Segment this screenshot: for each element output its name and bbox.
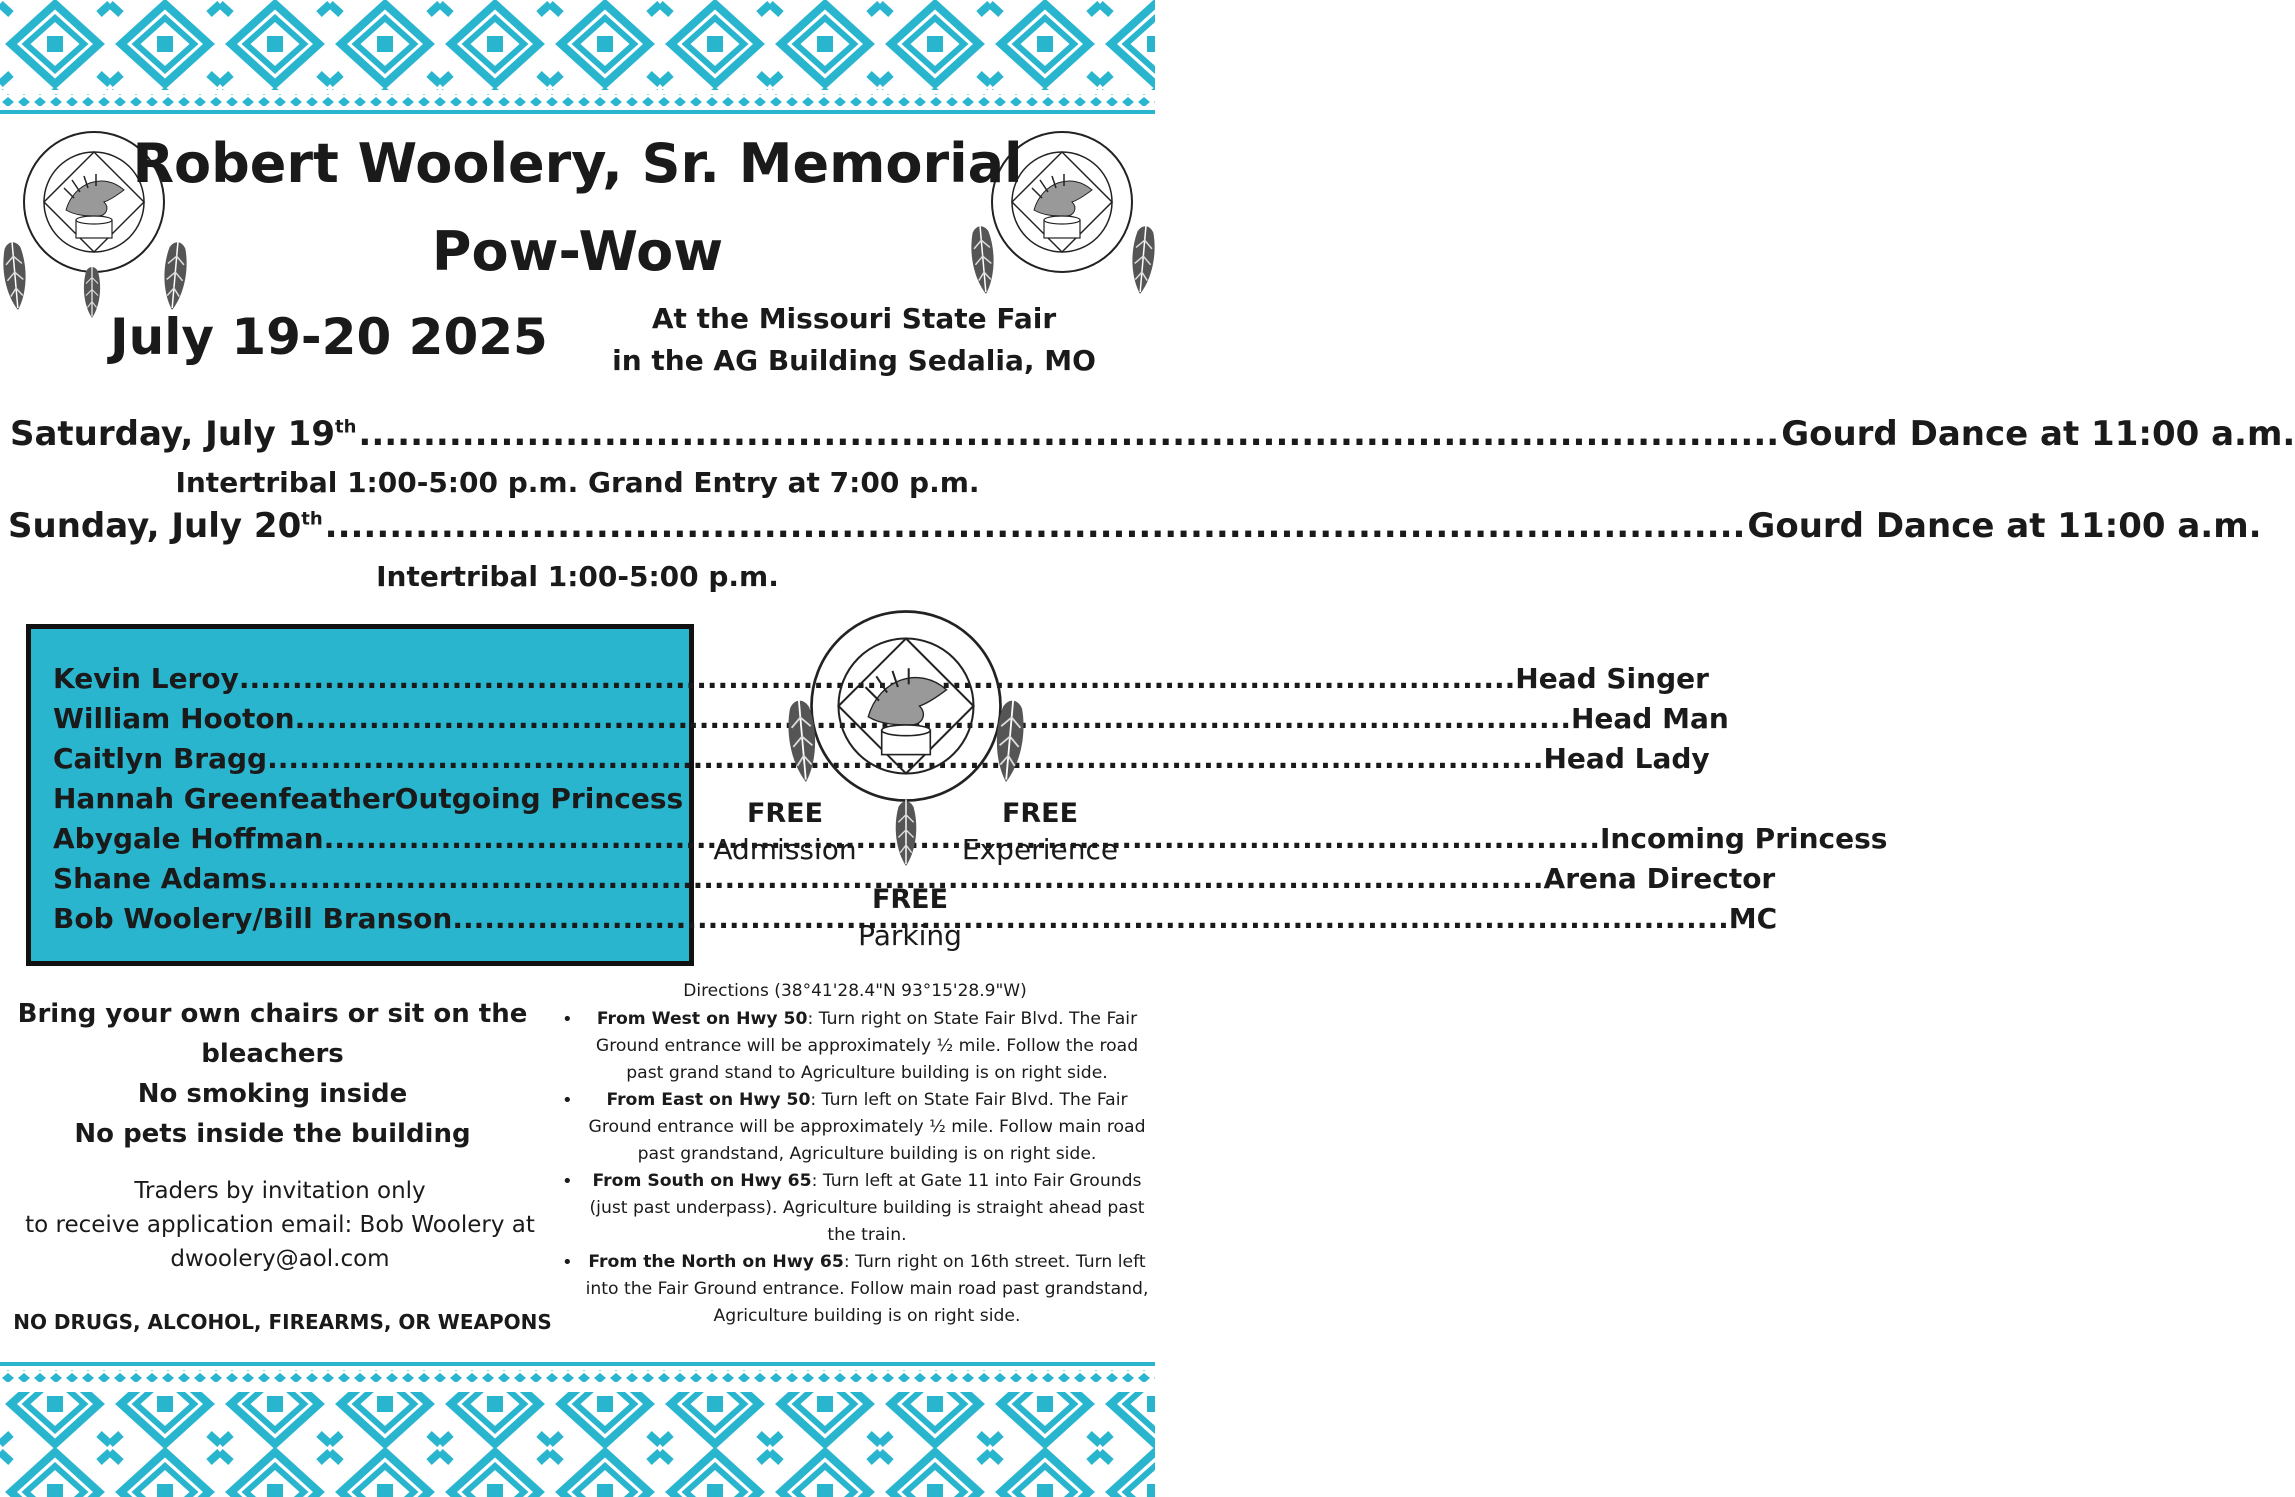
bottom-pattern-border [0, 1360, 1155, 1497]
saturday-leader: .............................................................................................................. [358, 414, 1780, 454]
top-pattern-border [0, 0, 1155, 120]
directions-list [560, 1006, 1152, 1330]
direction-item: • From West on Hwy 50: Turn right on State Fair Blvd. The Fair Ground entrance will be approximately ½ mile. Follow the road past grand stand to Agriculture building is on right side. [562, 1009, 1139, 1083]
staff-row: William Hooton ..... Head Man [53, 699, 669, 739]
saturday-event: Gourd Dance at 11:00 a.m. [1781, 414, 2295, 454]
page-subtitle: Pow-Wow [431, 220, 724, 283]
free-experience: FREE Experience [961, 798, 1119, 866]
free-parking: FREE Parking [858, 884, 962, 952]
sunday-day: Sunday, July 20th [8, 506, 323, 546]
staff-row: Bob Woolery/Bill Branson ..... MC [53, 899, 669, 939]
schedule-sunday [0, 506, 2262, 546]
staff-row: Abygale Hoffman ..... Incoming Princess [53, 819, 669, 859]
sunday-event: Gourd Dance at 11:00 a.m. [1747, 506, 2262, 546]
staff-row: Shane Adams ..... Arena Director [53, 859, 669, 899]
staff-row: Kevin Leroy ..... Head Singer [53, 659, 669, 699]
sunday-details: Intertribal 1:00-5:00 p.m. [376, 560, 779, 593]
staff-row: Caitlyn Bragg ..... Head Lady [53, 739, 669, 779]
event-date: July 19-20 2025 [110, 308, 548, 366]
event-venue [600, 298, 1108, 382]
staff-row: Hannah Greenfeather Outgoing Princess [53, 782, 684, 815]
direction-item: • From South on Hwy 65: Turn left at Gate 11 into Fair Grounds (just past underpass). Agriculture building is straight ahead past the train. [562, 1171, 1145, 1245]
venue-line-1: At the Missouri State Fair [651, 302, 1057, 335]
rules-block: Bring your own chairs or sit on the bleachers No smoking inside No pets inside the building [17, 999, 528, 1149]
saturday-details: Intertribal 1:00-5:00 p.m. Grand Entry at 7:00 p.m. [175, 466, 980, 499]
traders-info: Traders by invitation only to receive application email: Bob Woolery at dwoolery@aol.com [10, 1174, 550, 1276]
schedule-saturday [0, 414, 2295, 454]
free-admission: FREE Admission [713, 798, 857, 866]
page-title: Robert Woolery, Sr. Memorial [132, 132, 1023, 195]
saturday-day: Saturday, July 19th [10, 414, 357, 454]
sunday-leader: .............................................................................................................. [324, 506, 1746, 546]
directions-title: Directions (38°41'28.4"N 93°15'28.9"W) [683, 981, 1027, 1001]
prohibited-items-warning: NO DRUGS, ALCOHOL, FIREARMS, OR WEAPONS [13, 1310, 552, 1334]
venue-line-2: in the AG Building Sedalia, MO [612, 344, 1096, 377]
trader-email: dwoolery@aol.com [170, 1246, 390, 1272]
direction-item: • From the North on Hwy 65: Turn right on 16th street. Turn left into the Fair Ground entrance. Follow main road past grandstand, Agriculture building is on right side. [562, 1252, 1149, 1326]
direction-item: • From East on Hwy 50: Turn left on State Fair Blvd. The Fair Ground entrance will be approximately ½ mile. Follow main road past grandstand, Agriculture building is on right side. [562, 1090, 1146, 1164]
